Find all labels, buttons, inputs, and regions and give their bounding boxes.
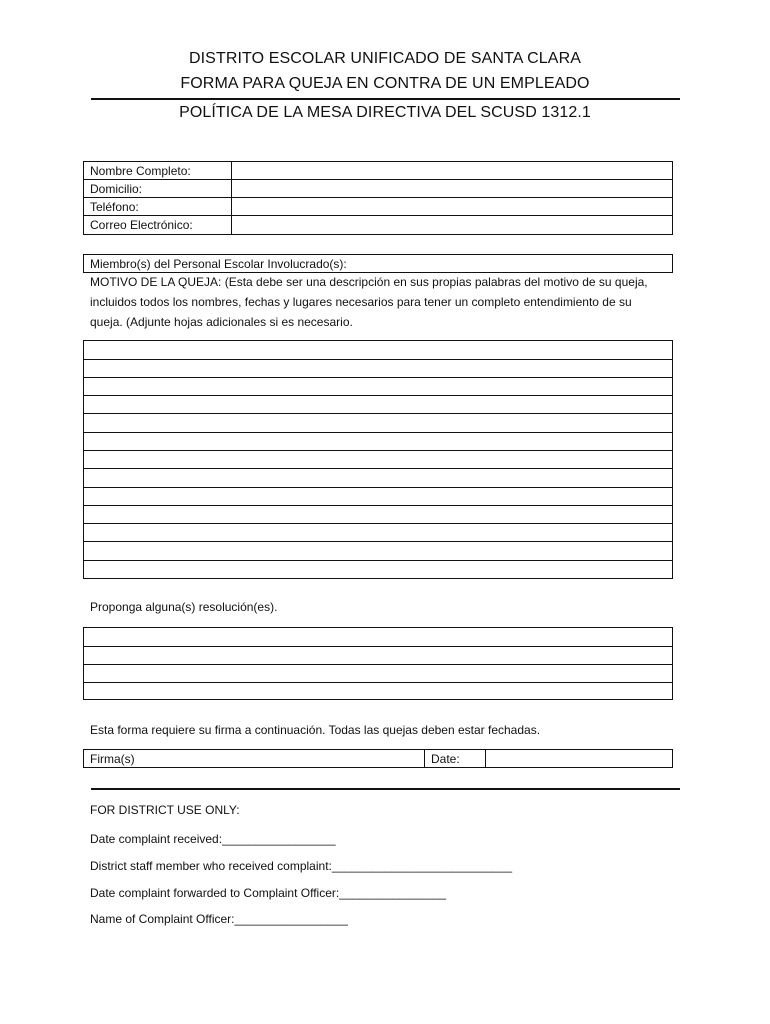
writing-line (84, 432, 672, 433)
writing-line (84, 377, 672, 378)
staff-involved-field[interactable]: Miembro(s) del Personal Escolar Involucrado(s): (83, 254, 673, 273)
phone-label: Teléfono: (83, 197, 232, 216)
writing-line (84, 664, 672, 665)
date-received-line: Date complaint received:_________________ (90, 832, 336, 846)
writing-line (84, 560, 672, 561)
writing-line (84, 468, 672, 469)
complaint-instructions-line: incluidos todos los nombres, fechas y lugares necesarios para tener un completo entendimiento de su (90, 295, 632, 309)
policy-title: POLÍTICA DE LA MESA DIRECTIVA DEL SCUSD 1312.1 (179, 104, 591, 121)
name-field[interactable] (231, 161, 673, 180)
complaint-instructions-line: queja. (Adjunte hojas adicionales si es necesario. (90, 315, 353, 329)
writing-line (84, 523, 672, 524)
writing-line (84, 359, 672, 360)
complaint-instructions-line: MOTIVO DE LA QUEJA: (Esta debe ser una descripción en sus propias palabras del motivo de su queja, (90, 275, 648, 289)
email-field[interactable] (231, 215, 673, 235)
complaint-text-area[interactable] (83, 340, 673, 579)
date-forwarded-line: Date complaint forwarded to Complaint Officer:________________ (90, 886, 447, 900)
resolution-text-area[interactable] (83, 627, 673, 700)
officer-name-line: Name of Complaint Officer:_________________ (90, 912, 348, 926)
writing-line (84, 505, 672, 506)
writing-line (84, 487, 672, 488)
signature-field[interactable]: Firma(s) (83, 749, 425, 768)
district-title: DISTRITO ESCOLAR UNIFICADO DE SANTA CLARA (188, 50, 582, 67)
signature-notice: Esta forma requiere su firma a continuación. Todas las quejas deben estar fechadas. (90, 723, 541, 737)
writing-line (84, 413, 672, 414)
staff-received-line: District staff member who received complaint:___________________________ (90, 859, 513, 873)
complaint-instructions (90, 272, 680, 332)
address-label: Domicilio: (83, 179, 232, 198)
writing-line (84, 682, 672, 683)
resolution-label: Proponga alguna(s) resolución(es). (90, 600, 278, 614)
writing-line (84, 450, 672, 451)
email-label: Correo Electrónico: (83, 215, 232, 235)
address-field[interactable] (231, 179, 673, 198)
name-label: Nombre Completo: (83, 161, 232, 180)
phone-field[interactable] (231, 197, 673, 216)
writing-line (84, 395, 672, 396)
writing-line (84, 541, 672, 542)
writing-line (84, 646, 672, 647)
district-divider (91, 788, 680, 790)
form-title: FORMA PARA QUEJA EN CONTRA DE UN EMPLEADO (180, 75, 590, 92)
date-field[interactable] (485, 749, 673, 768)
header-divider (91, 98, 680, 100)
date-label: Date: (424, 749, 486, 768)
district-use-heading: FOR DISTRICT USE ONLY: (90, 803, 240, 817)
